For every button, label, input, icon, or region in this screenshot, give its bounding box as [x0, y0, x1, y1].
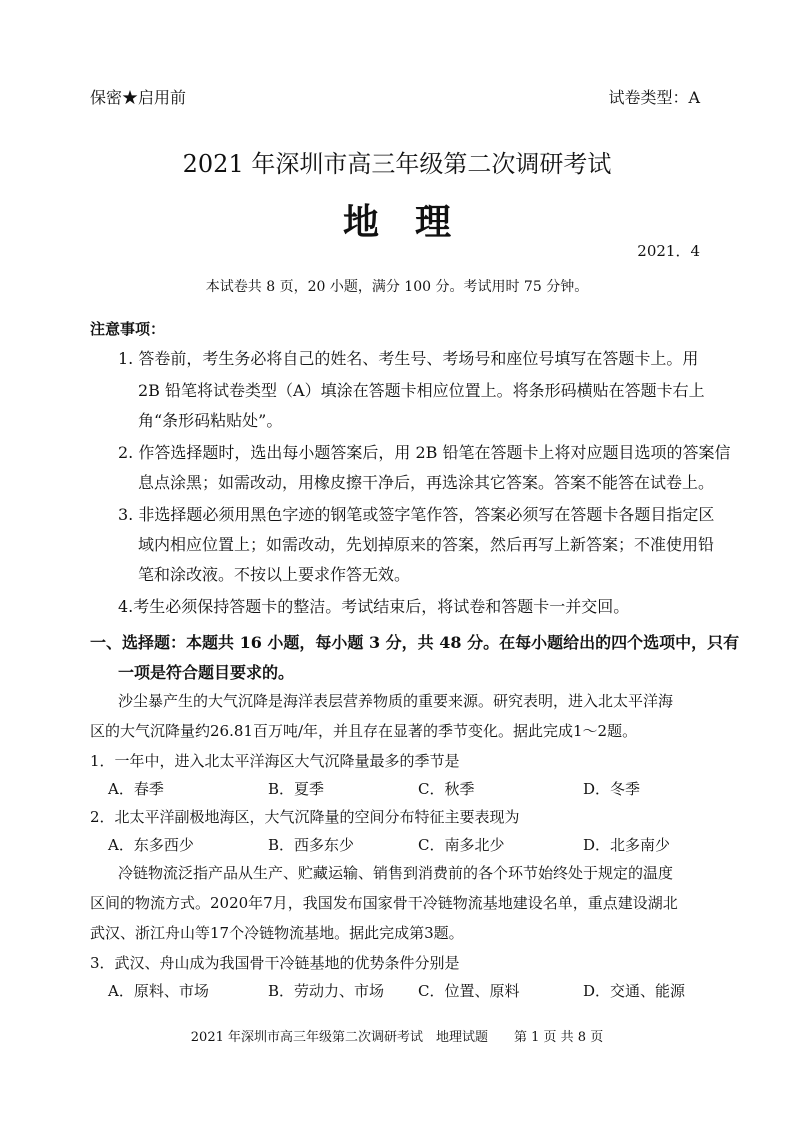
option-a: A．原料、市场 — [108, 982, 209, 1000]
option-d: D．交通、能源 — [583, 982, 686, 1000]
page-footer: 2021 年深圳市高三年级第二次调研考试 地理试题 第 1 页 共 8 页 — [190, 1030, 604, 1045]
note-line: 域内相应位置上；如需改动，先划掉原来的答案，然后再写上新答案；不准使用铅 — [138, 535, 715, 554]
note-line: 2. 作答选择题时，选出每小题答案后，用 2B 铅笔在答题卡上将对应题目选项的答案信 — [118, 443, 731, 462]
option-b: B．西多东少 — [268, 836, 355, 854]
subject-title: 地理 — [342, 201, 487, 243]
option-c: C．秋季 — [418, 780, 475, 798]
exam-date: 2021．4 — [637, 242, 700, 260]
material-line: 区间的物流方式。2020年7月，我国发布国家骨干冷链物流基地建设名单，重点建设湖北 — [90, 894, 678, 912]
question-stem: 3．武汉、舟山成为我国骨干冷链基地的优势条件分别是 — [90, 954, 460, 972]
note-line: 角“条形码粘贴处”。 — [138, 411, 283, 430]
option-a: A．春季 — [108, 780, 164, 798]
note-line: 2B 铅笔将试卷类型（A）填涂在答题卡相应位置上。将条形码横贴在答题卡右上 — [138, 381, 705, 400]
exam-intro: 本试卷共 8 页，20 小题，满分 100 分。考试用时 75 分钟。 — [205, 279, 589, 295]
option-a: A．东多西少 — [108, 836, 194, 854]
material-line: 区的大气沉降量约26.81百万吨/年，并且存在显著的季节变化。据此完成1～2题。 — [90, 722, 638, 740]
note-line: 4.考生必须保持答题卡的整洁。考试结束后，将试卷和答题卡一并交回。 — [118, 597, 630, 616]
note-line: 笔和涂改液。不按以上要求作答无效。 — [138, 565, 411, 584]
question-stem: 2．北太平洋副极地海区，大气沉降量的空间分布特征主要表现为 — [90, 808, 520, 826]
confidential-label: 保密★启用前 — [90, 88, 187, 107]
option-d: D．冬季 — [583, 780, 641, 798]
option-b: B．劳动力、市场 — [268, 982, 385, 1000]
option-c: C．位置、原料 — [418, 982, 520, 1000]
option-c: C．南多北少 — [418, 836, 505, 854]
exam-title: 2021 年深圳市高三年级第二次调研考试 — [182, 150, 612, 178]
material-line: 武汉、浙江舟山等17个冷链物流基地。据此完成第3题。 — [90, 924, 464, 942]
note-line: 息点涂黑；如需改动，用橡皮擦干净后，再选涂其它答案。答案不能答在试卷上。 — [138, 473, 715, 492]
paper-type-label: 试卷类型：A — [608, 88, 700, 107]
material-line: 冷链物流泛指产品从生产、贮藏运输、销售到消费前的各个环节始终处于规定的温度 — [118, 864, 674, 882]
note-line: 3. 非选择题必须用黑色字迹的钢笔或签字笔作答，答案必须写在答题卡各题目指定区 — [118, 505, 715, 524]
notes-heading: 注意事项： — [90, 320, 166, 338]
option-d: D．北多南少 — [583, 836, 671, 854]
material-line: 沙尘暴产生的大气沉降是海洋表层营养物质的重要来源。研究表明，进入北太平洋海 — [118, 692, 674, 710]
question-stem: 1．一年中，进入北太平洋海区大气沉降量最多的季节是 — [90, 752, 460, 770]
section-heading: 一、选择题：本题共 16 小题，每小题 3 分，共 48 分。在每小题给出的四个选项中，只有 — [90, 633, 740, 652]
section-heading-cont: 一项是符合题目要求的。 — [118, 663, 295, 682]
option-b: B．夏季 — [268, 780, 325, 798]
note-line: 1. 答卷前，考生务必将自己的姓名、考生号、考场号和座位号填写在答题卡上。用 — [118, 349, 699, 368]
